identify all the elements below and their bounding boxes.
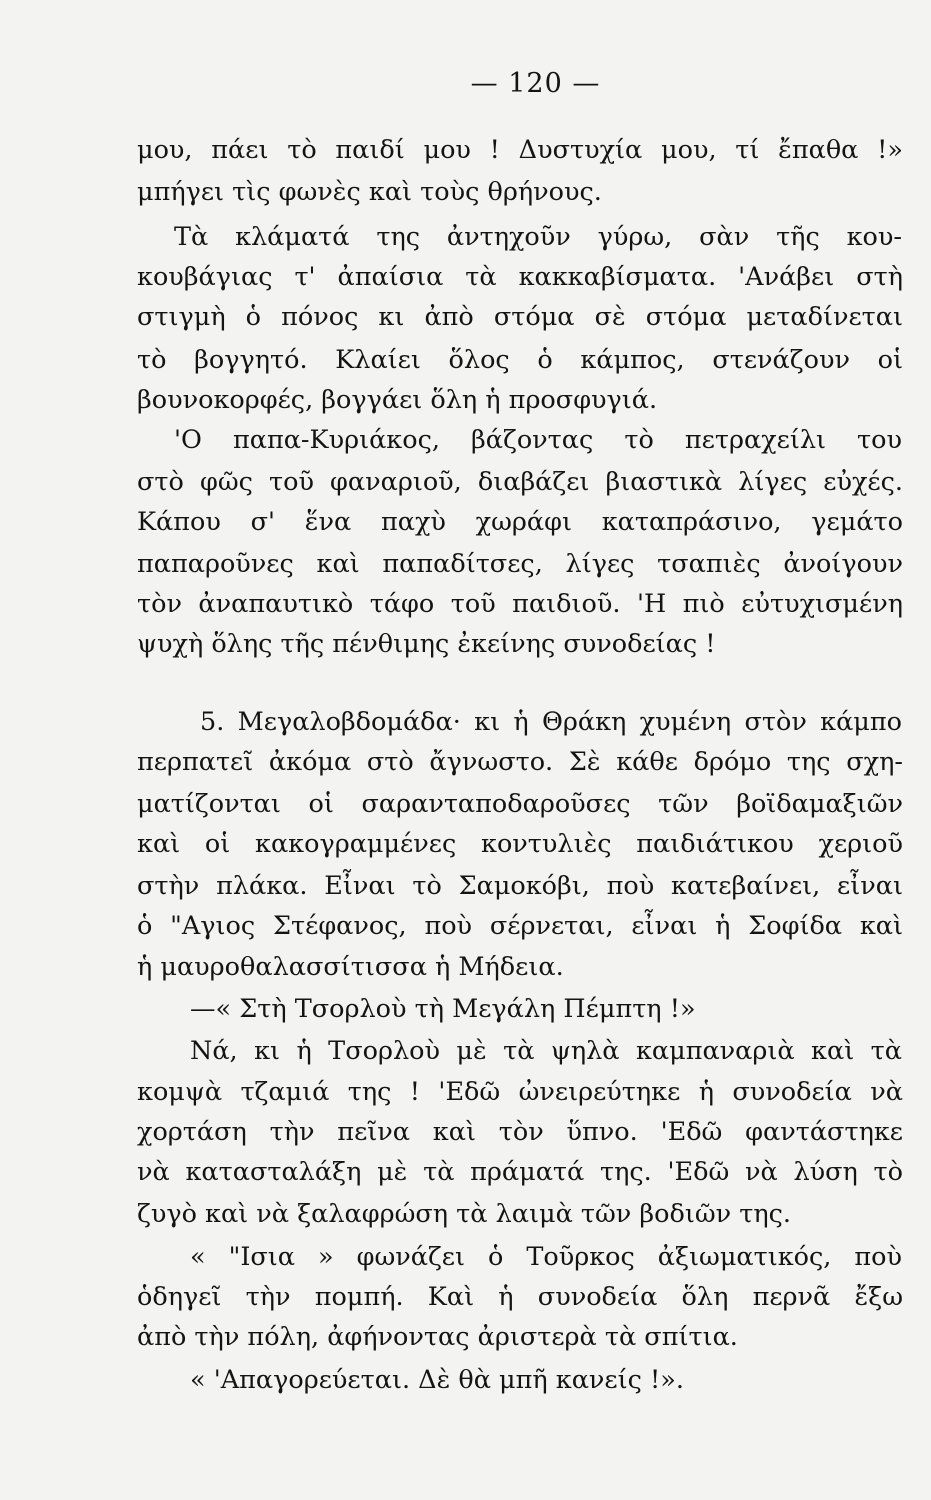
- text-line: παπαροῦνες καὶ παπαδίτσες, λίγες τσαπιὲς ἀνοίγουν: [137, 549, 903, 579]
- text-line: ἀπὸ τὴν πόλη, ἀφήνοντας ἀριστερὰ τὰ σπίτια.: [137, 1322, 738, 1352]
- text-line: στὸ φῶς τοῦ φαναριοῦ, διαβάζει βιαστικὰ λίγες εὐχές.: [137, 467, 903, 497]
- text-line: ματίζονται οἱ σαρανταποδαροῦσες τῶν βοϊδαμαξιῶν: [137, 789, 903, 819]
- text-line: 'Ο παπα-Κυριάκος, βάζοντας τὸ πετραχείλι του: [174, 425, 902, 455]
- text-line: ψυχὴ ὅλης τῆς πένθιμης ἐκείνης συνοδείας !: [137, 629, 716, 659]
- text-line: 5. Μεγαλοβδομάδα· κι ἡ Θράκη χυμένη στὸν κάμπο: [200, 707, 902, 737]
- text-line: τὸν ἀναπαυτικὸ τάφο τοῦ παιδιοῦ. 'Η πιὸ εὐτυχισμένη: [137, 589, 903, 619]
- text-line: μου, πάει τὸ παιδί μου ! Δυστυχία μου, τί ἔπαθα !»: [137, 135, 903, 165]
- text-line: ἡ μαυροθαλασσίτισσα ἡ Μήδεια.: [137, 952, 564, 982]
- text-line: στὴν πλάκα. Εἶναι τὸ Σαμοκόβι, ποὺ κατεβαίνει, εἶναι: [137, 871, 903, 901]
- text-line: τὸ βογγητό. Κλαίει ὅλος ὁ κάμπος, στενάζουν οἱ: [137, 345, 903, 375]
- page-number: — 120 —: [470, 68, 601, 99]
- text-line: νὰ κατασταλάξη μὲ τὰ πράματά της. 'Εδῶ νὰ λύση τὸ: [137, 1157, 903, 1187]
- text-line: Κάπου σ' ἕνα παχὺ χωράφι καταπράσινο, γεμάτο: [137, 507, 903, 537]
- text-line: ὁδηγεῖ τὴν πομπή. Καὶ ἡ συνοδεία ὅλη περνᾶ ἔξω: [137, 1282, 903, 1312]
- text-line: ζυγὸ καὶ νὰ ξαλαφρώση τὰ λαιμὰ τῶν βοδιῶν της.: [137, 1199, 792, 1229]
- text-line: χορτάση τὴν πεῖνα καὶ τὸν ὕπνο. 'Εδῶ φαντάστηκε: [137, 1117, 903, 1147]
- text-line: μπήγει τὶς φωνὲς καὶ τοὺς θρήνους.: [137, 177, 602, 207]
- text-line: « 'Απαγορεύεται. Δὲ θὰ μπῆ κανείς !».: [190, 1365, 684, 1395]
- text-line: περπατεῖ ἀκόμα στὸ ἄγνωστο. Σὲ κάθε δρόμο της σχη-: [137, 747, 903, 777]
- text-line: κομψὰ τζαμιά της ! 'Εδῶ ὠνειρεύτηκε ἡ συνοδεία νὰ: [137, 1077, 903, 1107]
- text-line: βουνοκορφές, βογγάει ὅλη ἡ προσφυγιά.: [137, 385, 658, 415]
- text-line: κουβάγιας τ' ἀπαίσια τὰ κακκαβίσματα. 'Ανάβει στὴ: [137, 262, 903, 292]
- text-line: Νά, κι ἡ Τσορλοὺ μὲ τὰ ψηλὰ καμπαναριὰ καὶ τὰ: [190, 1036, 902, 1066]
- text-line: στιγμὴ ὁ πόνος κι ἀπὸ στόμα σὲ στόμα μεταδίνεται: [137, 302, 903, 332]
- text-line: καὶ οἱ κακογραμμένες κοντυλιὲς παιδιάτικου χεριοῦ: [137, 829, 903, 859]
- text-line: ὁ "Αγιος Στέφανος, ποὺ σέρνεται, εἶναι ἡ Σοφίδα καὶ: [137, 911, 903, 941]
- text-line: « "Ισια » φωνάζει ὁ Τοῦρκος ἀξιωματικός, ποὺ: [190, 1242, 902, 1272]
- text-line: Τὰ κλάματά της ἀντηχοῦν γύρω, σὰν τῆς κου-: [174, 222, 902, 252]
- text-line: —« Στὴ Τσορλοὺ τὴ Μεγάλη Πέμπτη !»: [190, 994, 696, 1024]
